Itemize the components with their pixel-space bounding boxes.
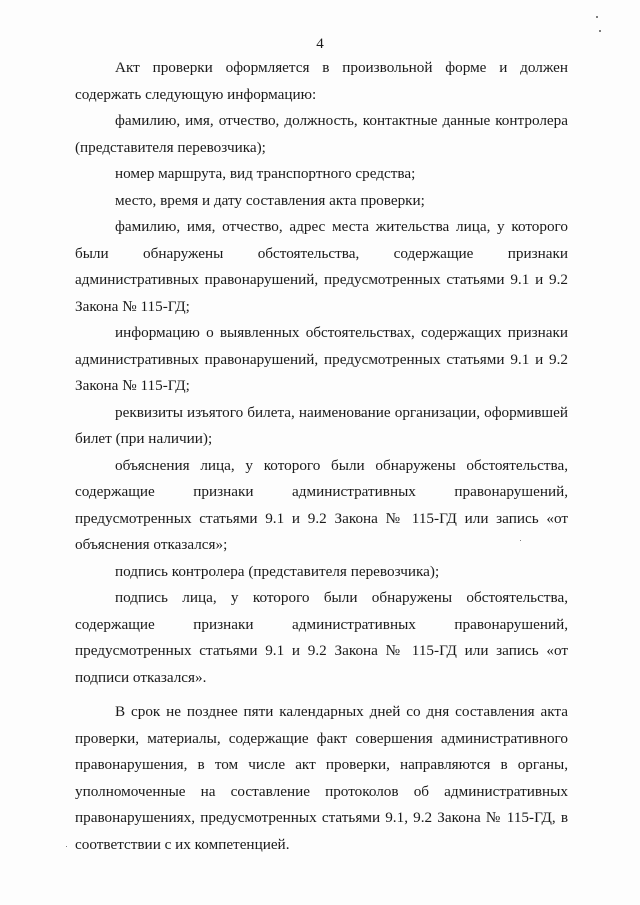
- paragraph-deadline: В срок не позднее пяти календарных дней со дня составления акта проверки, материалы, содержащие факт совершения административного правонарушения, в том числе акт проверки, направляются в органы, уполномоченные на составление протоколов об административных правонарушениях, предусмотренных статьями 9.1, 9.2 Закона № 115-ГД, в соответствии с их компетенцией.: [75, 703, 568, 853]
- paragraph-item-explanation: объяснения лица, у которого были обнаружены обстоятельства, содержащие признаки административных правонарушений, предусмотренных статьями 9.1 и 9.2 Закона № 115-ГД или запись «от объяснения отказался»;: [75, 456, 568, 553]
- scan-speck: [596, 16, 598, 18]
- page-number: 4: [316, 36, 324, 52]
- document-body: [75, 55, 568, 858]
- paragraph-item-offender-name: фамилию, имя, отчество, адрес места жительства лица, у которого были обнаружены обстоятельства, содержащие признаки административных правонарушений, предусмотренных статьями 9.1 и 9.2 Закона № 115-ГД;: [75, 218, 568, 315]
- paragraph-item-offender-signature: подпись лица, у которого были обнаружены обстоятельства, содержащие признаки административных правонарушений, предусмотренных статьями 9.1 и 9.2 Закона № 115-ГД или запись «от подписи отказался».: [75, 589, 568, 686]
- paragraph-item-place-time: место, время и дату составления акта проверки;: [115, 191, 425, 209]
- scan-speck: [599, 30, 601, 32]
- paragraph-item-controller-name: фамилию, имя, отчество, должность, контактные данные контролера (представителя перевозчика);: [75, 112, 568, 156]
- paragraph-item-controller-signature: подпись контролера (представителя перевозчика);: [115, 562, 440, 580]
- paragraph-item-route: номер маршрута, вид транспортного средства;: [115, 165, 416, 182]
- paragraph-intro: Акт проверки оформляется в произвольной форме и должен содержать следующую информацию:: [75, 59, 568, 103]
- scan-speck: [66, 846, 67, 847]
- paragraph-item-circumstances: информацию о выявленных обстоятельствах, содержащих признаки административных правонарушений, предусмотренных статьями 9.1 и 9.2 Закона № 115-ГД;: [75, 324, 568, 394]
- scan-speck: [520, 540, 521, 541]
- paragraph-item-ticket: реквизиты изъятого билета, наименование организации, оформившей билет (при наличии);: [75, 403, 568, 447]
